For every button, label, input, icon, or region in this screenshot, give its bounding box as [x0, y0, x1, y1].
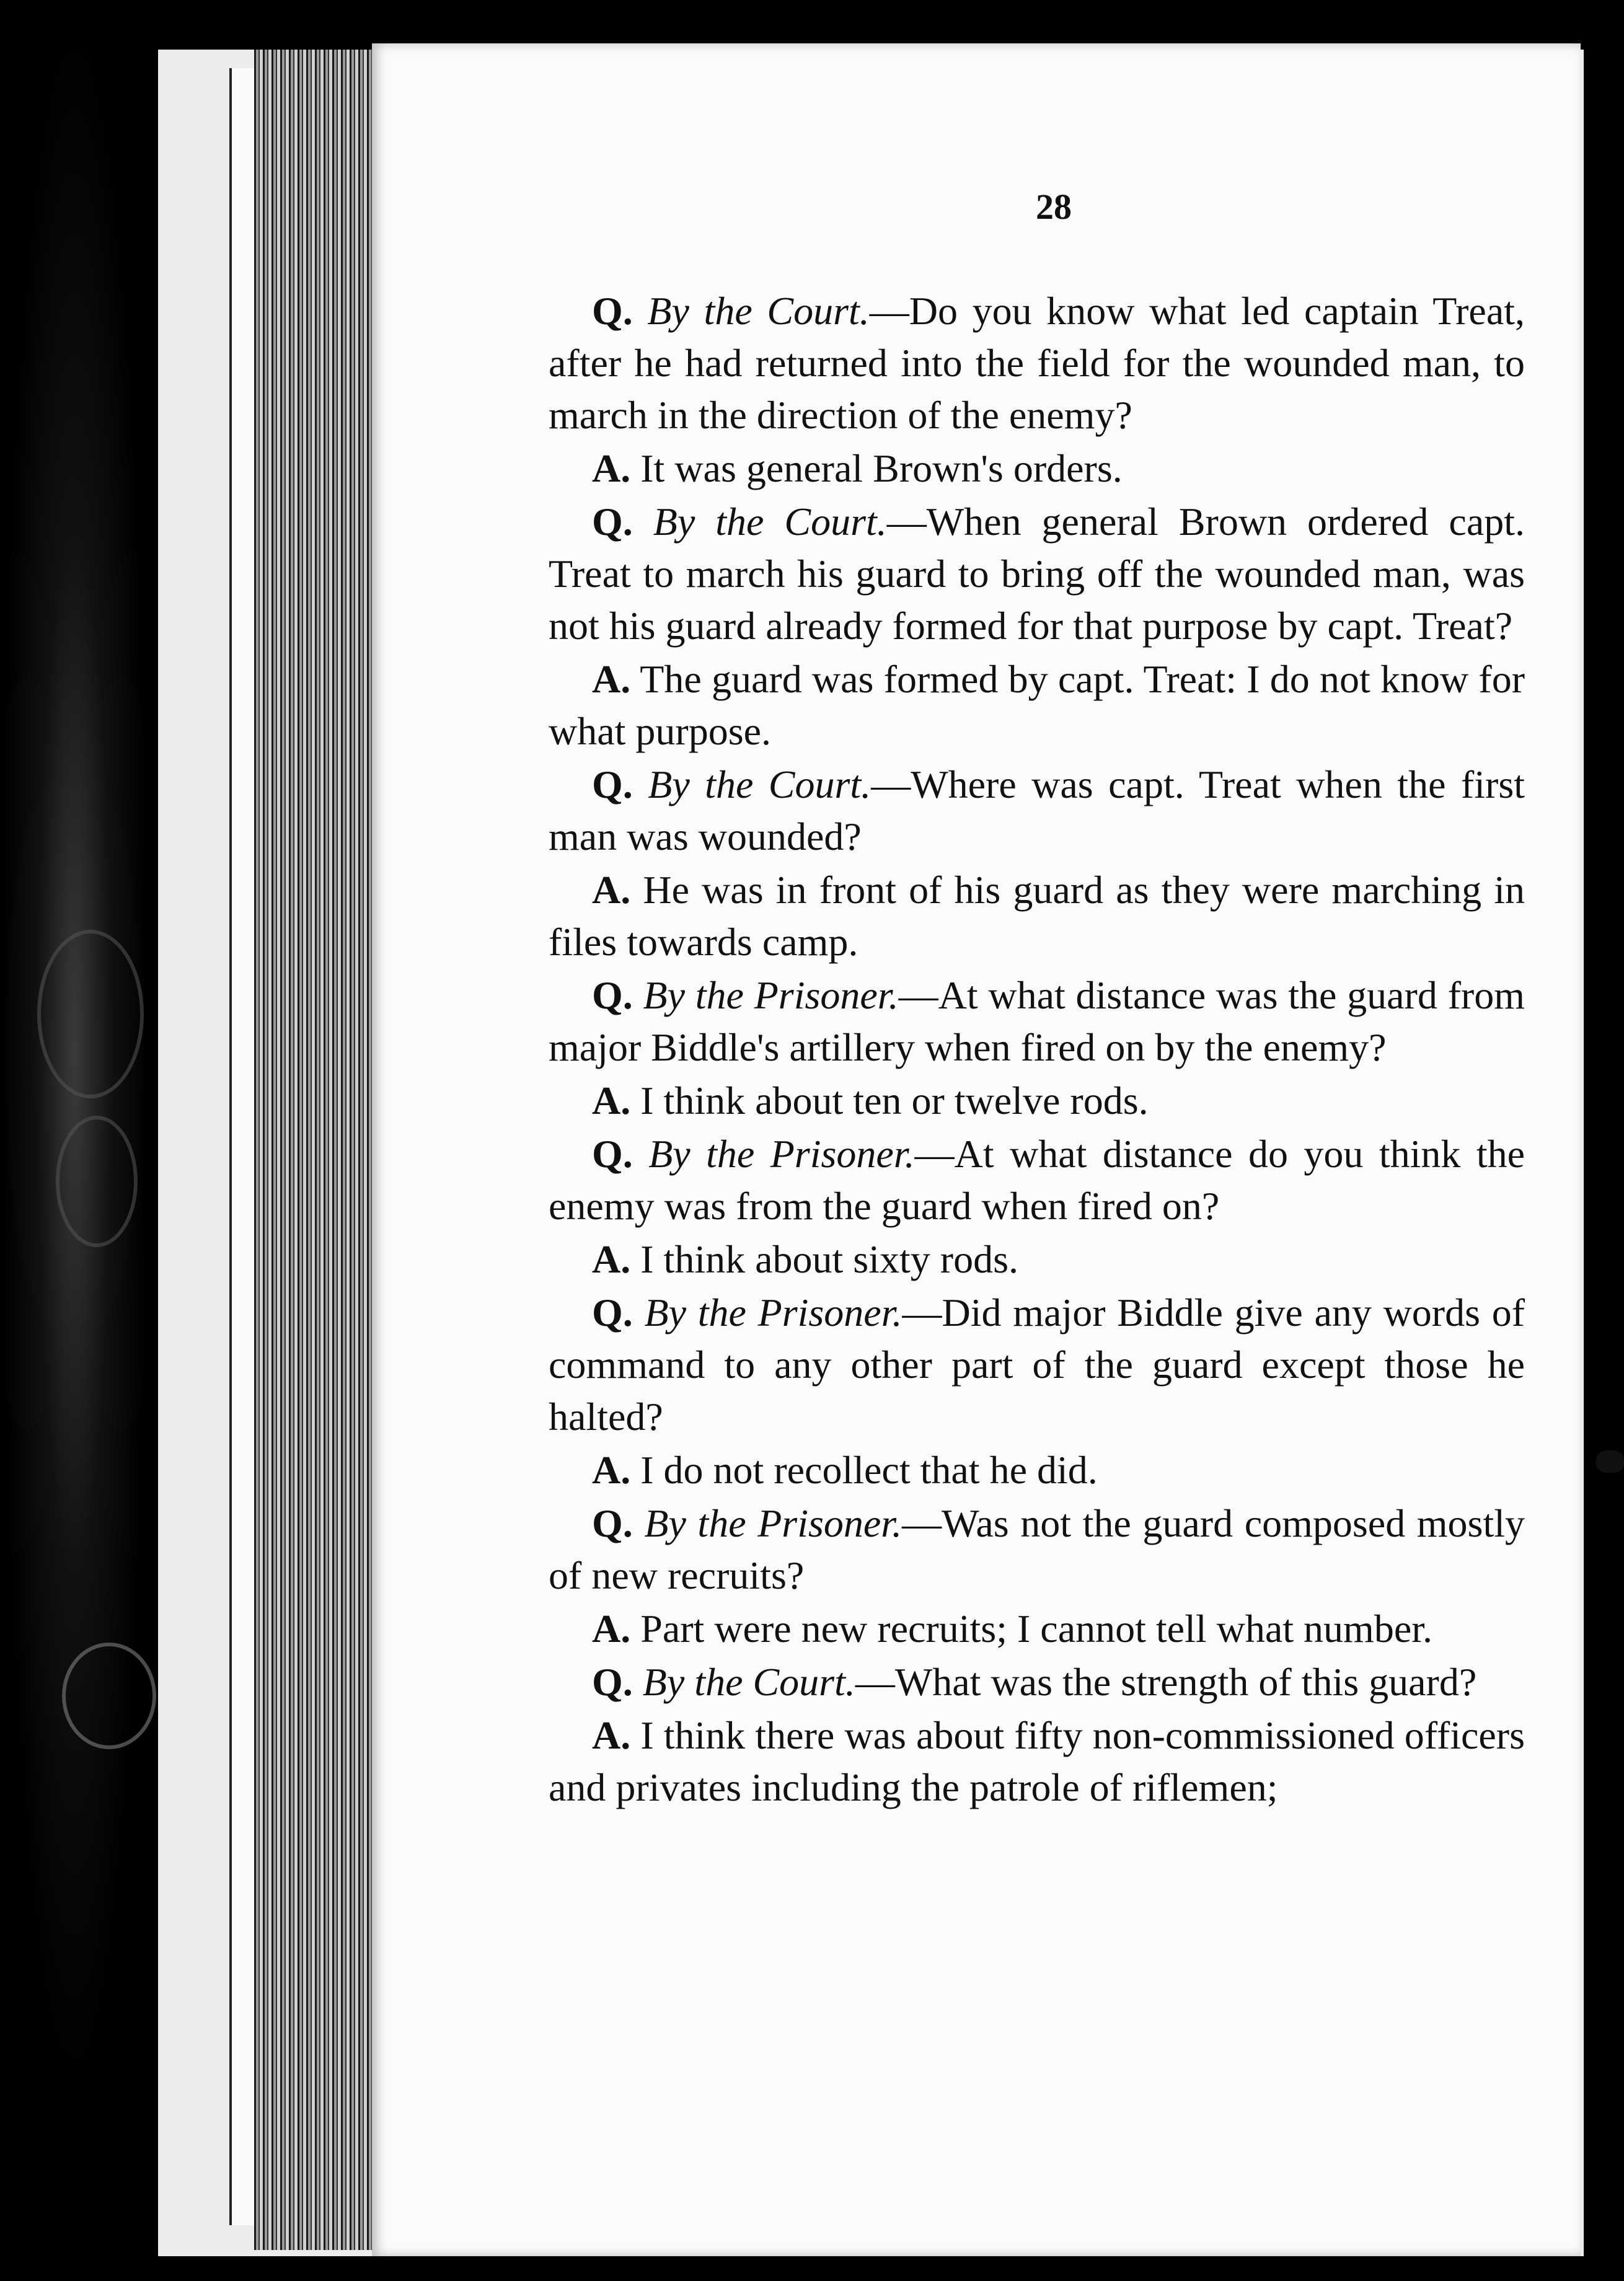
- question-paragraph: [549, 969, 1525, 1075]
- answer-paragraph: [549, 864, 1525, 969]
- marble-swirl-2: [56, 1116, 138, 1247]
- question-label: Q.: [592, 1291, 633, 1335]
- book-cover-edge: [0, 0, 161, 2281]
- exchange-text: —At what distance do you think the enemy was from the guard when fired on?: [549, 1132, 1525, 1228]
- exchange-text: It was general Brown's orders.: [640, 446, 1123, 490]
- answer-paragraph: [549, 1233, 1525, 1287]
- exchange-text: The guard was formed by capt. Treat: I do not know for what purpose.: [549, 657, 1525, 753]
- marble-swirl-3: [62, 1643, 156, 1749]
- questioner-label: By the Prisoner.: [644, 1501, 902, 1545]
- question-paragraph: [549, 496, 1525, 653]
- question-paragraph: [549, 1498, 1525, 1603]
- answer-paragraph: [549, 1444, 1525, 1498]
- answer-label: A.: [592, 446, 631, 490]
- exchange-text: —At what distance was the guard from major Biddle's artillery when fired on by the enemy?: [549, 973, 1525, 1069]
- exchange-text: —Where was capt. Treat when the first man was wounded?: [549, 762, 1525, 858]
- question-label: Q.: [592, 289, 633, 333]
- exchange-text: Part were new recruits; I cannot tell what number.: [640, 1607, 1432, 1651]
- page-edge-mark: [1596, 1450, 1624, 1473]
- questioner-label: By the Prisoner.: [644, 1291, 902, 1335]
- question-label: Q.: [592, 1501, 633, 1545]
- answer-label: A.: [592, 657, 631, 701]
- answer-label: A.: [592, 1079, 631, 1123]
- answer-label: A.: [592, 1607, 631, 1651]
- questioner-label: By the Court.: [648, 762, 872, 806]
- answer-label: A.: [592, 1713, 631, 1757]
- question-paragraph: [549, 1656, 1525, 1710]
- exchange-text: I think there was about fifty non-commissioned officers and privates including the patrole of riflemen;: [549, 1713, 1525, 1809]
- question-label: Q.: [592, 1660, 633, 1704]
- question-label: Q.: [592, 762, 633, 806]
- exchange-text: I think about sixty rods.: [640, 1237, 1018, 1281]
- answer-paragraph: [549, 653, 1525, 759]
- page-body: [549, 285, 1525, 1815]
- questioner-label: By the Prisoner.: [643, 973, 899, 1017]
- right-margin-shadow: [1587, 56, 1624, 2250]
- question-label: Q.: [592, 1132, 633, 1176]
- answer-label: A.: [592, 868, 631, 912]
- exchange-text: —Do you know what led captain Treat, after he had returned into the field for the wounded man, to march in the direction of the enemy?: [549, 289, 1525, 437]
- answer-label: A.: [592, 1237, 631, 1281]
- answer-label: A.: [592, 1448, 631, 1492]
- book-page: [372, 43, 1581, 2256]
- questioner-label: By the Prisoner.: [648, 1132, 915, 1176]
- questioner-label: By the Court.: [642, 1660, 855, 1704]
- answer-paragraph: [549, 1710, 1525, 1815]
- exchange-text: He was in front of his guard as they were marching in files towards camp.: [549, 868, 1525, 964]
- exchange-text: I think about ten or twelve rods.: [640, 1079, 1149, 1123]
- exchange-text: —What was the strength of this guard?: [855, 1660, 1477, 1704]
- page-block-edges: [254, 50, 384, 2250]
- questioner-label: By the Court.: [653, 500, 887, 544]
- page-number: 28: [1036, 187, 1072, 227]
- question-paragraph: [549, 285, 1525, 443]
- questioner-label: By the Court.: [647, 289, 870, 333]
- answer-paragraph: [549, 1603, 1525, 1656]
- answer-paragraph: [549, 443, 1525, 496]
- marble-swirl-1: [37, 930, 144, 1098]
- question-paragraph: [549, 1128, 1525, 1233]
- question-paragraph: [549, 759, 1525, 864]
- question-paragraph: [549, 1287, 1525, 1444]
- answer-paragraph: [549, 1075, 1525, 1128]
- question-label: Q.: [592, 973, 633, 1017]
- question-label: Q.: [592, 500, 633, 544]
- exchange-text: —Did major Biddle give any words of command to any other part of the guard except those he halted?: [549, 1291, 1525, 1439]
- exchange-text: I do not recollect that he did.: [640, 1448, 1098, 1492]
- exchange-text: —Was not the guard composed mostly of new recruits?: [549, 1501, 1525, 1597]
- exchange-text: —When general Brown ordered capt. Treat to march his guard to bring off the wounded man, was not his guard already formed for that purpose by capt. Treat?: [549, 500, 1525, 648]
